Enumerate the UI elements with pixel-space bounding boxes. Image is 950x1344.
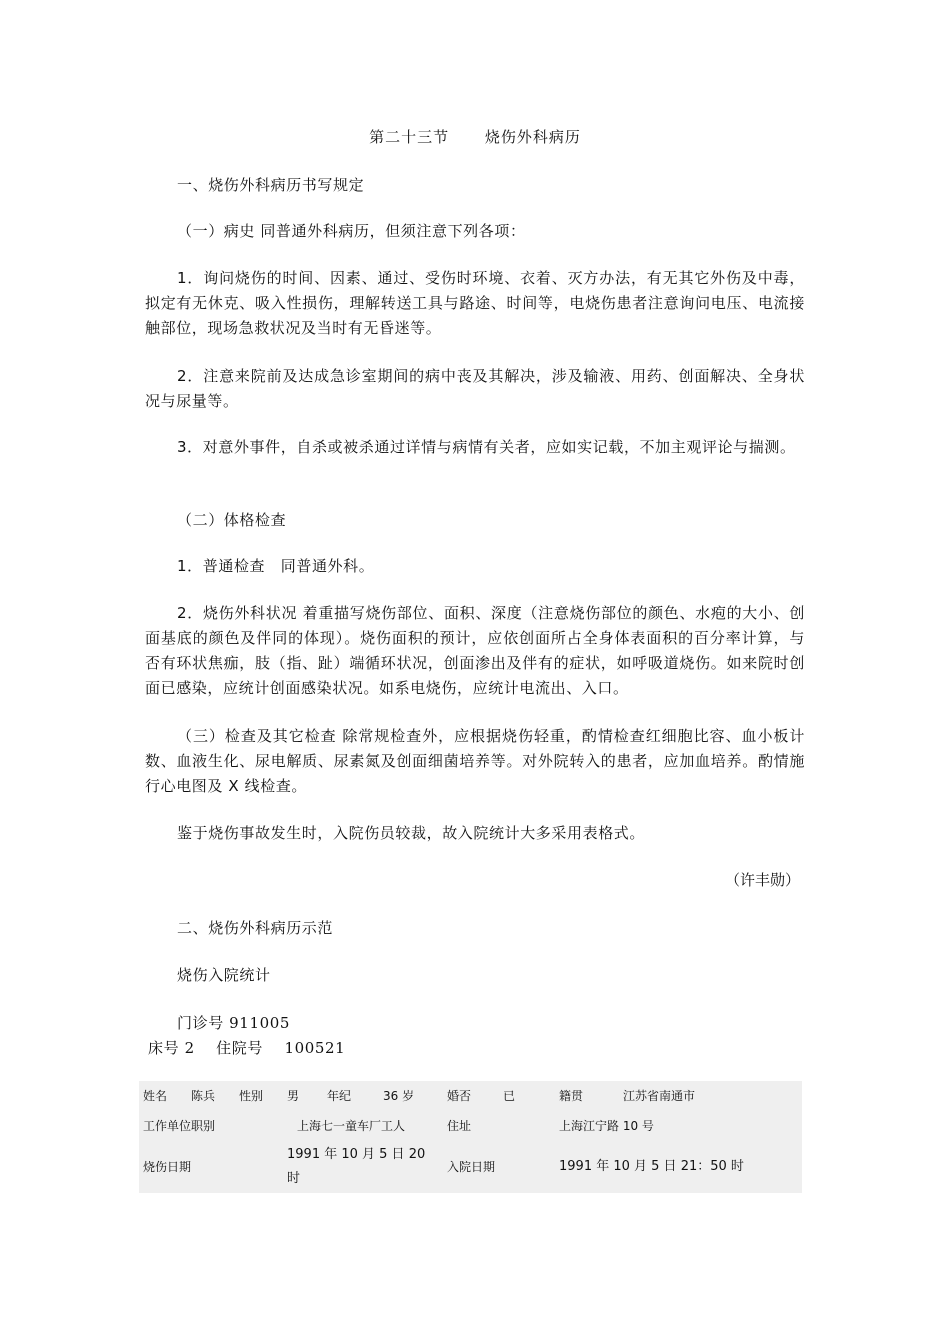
admission-stats-table [139, 1081, 802, 1193]
work-unit-label: 工作单位职别 [143, 1119, 216, 1133]
admission-record-title: 烧伤入院统计 [177, 966, 271, 984]
history-lead: （一）病史 同普通外科病历，但须注意下列各项： [177, 222, 526, 240]
history-item-2: 2．注意来院前及达成急诊室期间的病中丧及其解决，涉及输液、用药、创面解决、全身状况与尿量等。 [145, 367, 805, 410]
sex-value: 男 [287, 1089, 300, 1103]
admission-date-label: 入院日期 [447, 1160, 496, 1174]
name-label: 姓名 [143, 1089, 168, 1103]
name-value: 陈兵 [191, 1089, 216, 1103]
section-2-heading: 二、烧伤外科病历示范 [177, 919, 334, 937]
lab-exam-paragraph: （三）检查及其它检查 除常规检查外，应根据烧伤轻重，酌情检查红细胞比容、血小板计数、血液生化、尿电解质、尿素氮及创面细菌培养等。对外院转入的患者，应加血培养。酌情施行心电图及 X 线检查。 [145, 727, 805, 795]
sex-label: 性别 [239, 1089, 264, 1103]
native-place-value: 江苏省南通市 [623, 1089, 696, 1103]
history-item-1: 1．询问烧伤的时间、因素、通过、受伤时环境、衣着、灭方办法，有无其它外伤及中毒，拟定有无休克、吸入性损伤，理解转送工具与路途、时间等，电烧伤患者注意询问电压、电流接触部位，现场急救状况及当时有无昏迷等。 [145, 269, 805, 337]
native-place-label: 籍贯 [559, 1089, 584, 1103]
admission-note: 鉴于烧伤事故发生时，入院伤员较裁，故入院统计大多采用表格式。 [177, 824, 646, 842]
marital-value: 已 [503, 1089, 516, 1103]
burn-date-label: 烧伤日期 [143, 1160, 192, 1174]
age-value: 36 岁 [383, 1089, 415, 1103]
exam-item-2: 2．烧伤外科状况 着重描写烧伤部位、面积、深度（注意烧伤部位的颜色、水疱的大小、创面基底的颜色及伴同的体现）。烧伤面积的预计，应依创面所占全身体表面积的百分率计算，与否有环状焦痂，肢（指、趾）端循环状况，创面渗出及伴有的症状，如呼吸道烧伤。如来院时创面已感染，应统计创面感染状况。如系电烧伤，应统计电流出、入口。 [145, 604, 805, 697]
address-value: 上海江宁路 10 号 [559, 1119, 654, 1133]
section-title: 第二十三节 烧伤外科病历 [369, 128, 581, 146]
table-row [139, 1111, 802, 1141]
table-row [139, 1081, 802, 1111]
exam-item-1: 1．普通检查 同普通外科。 [177, 557, 375, 575]
admission-date-value: 1991 年 10 月 5 日 21：50 时 [559, 1159, 744, 1174]
table-row [139, 1141, 802, 1193]
bed-and-inpatient-number: 床号 2 住院号 100521 [148, 1039, 346, 1057]
burn-date-value: 1991 年 10 月 5 日 20 时 [287, 1147, 426, 1186]
marital-label: 婚否 [447, 1089, 472, 1103]
work-unit-value: 上海七一童车厂工人 [297, 1119, 406, 1133]
outpatient-number: 门诊号 911005 [177, 1014, 291, 1032]
author-credit: （许丰勋） [724, 871, 800, 889]
history-item-3: 3．对意外事件，自杀或被杀通过详情与病情有关者，应如实记载，不加主观评论与揣测。 [177, 438, 796, 456]
exam-lead: （二）体格检查 [177, 511, 287, 529]
address-label: 住址 [447, 1119, 472, 1133]
section-1-heading: 一、烧伤外科病历书写规定 [177, 176, 365, 194]
age-label: 年纪 [327, 1089, 352, 1103]
